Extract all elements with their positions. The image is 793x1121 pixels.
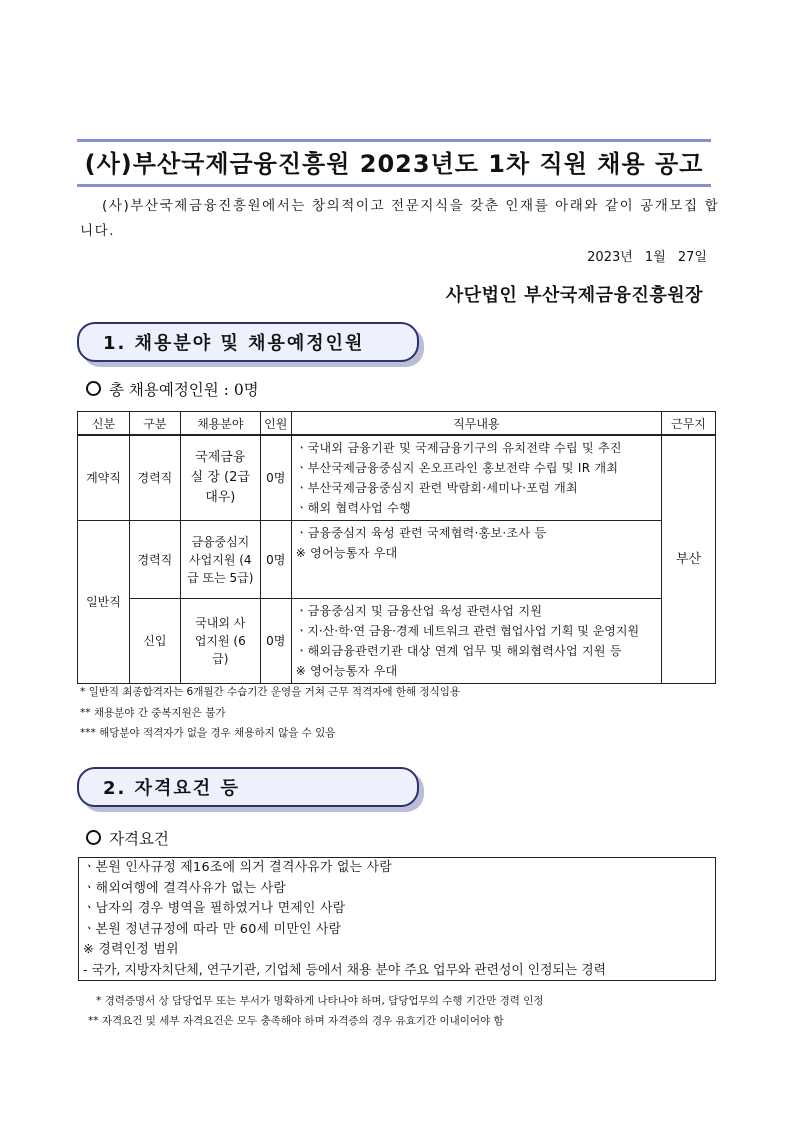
circle-bullet-icon <box>86 381 101 396</box>
duty-line: ※ 영어능통자 우대 <box>295 664 398 678</box>
section1-bullet-text: 총 채용예정인원 : 0명 <box>109 381 259 399</box>
footnote: * 경력증명서 상 담당업무 또는 부서가 명확하게 나타나야 하며, 담당업무의 수행 기간만 경력 인정 <box>96 995 544 1007</box>
intro-paragraph: (사)부산국제금융진흥원에서는 창의적이고 전문지식을 갖춘 인재를 아래와 같이 공개모집 합니다. <box>80 198 720 239</box>
section2-notes <box>88 991 544 1031</box>
field-cell: 국내외 사업지원 (6급) <box>180 599 260 684</box>
field-cell: 국제금융 실 장 (2급 대우) <box>180 435 260 521</box>
footnote: ** 자격요건 및 세부 자격요건은 모두 충족해야 하며 자격증의 경우 유효기간 이내이어야 함 <box>88 1015 504 1027</box>
footnote: *** 해당분야 적격자가 없을 경우 채용하지 않을 수 있음 <box>80 727 336 739</box>
table-header-row <box>78 412 716 436</box>
duty-line: ㆍ국내외 금융기관 및 국제금융기구의 유치전략 수립 및 추진 <box>295 441 622 455</box>
section1-heading <box>77 322 419 362</box>
duty-line: ㆍ금융중심지 및 금융산업 육성 관련사업 지원 <box>295 604 543 618</box>
status-cell: 계약직 <box>78 435 130 521</box>
type-cell: 경력직 <box>129 521 180 599</box>
type-cell: 경력직 <box>129 435 180 521</box>
table-header: 직무내용 <box>291 412 661 436</box>
table-row <box>78 435 716 521</box>
section1-heading-text: 1. 채용분야 및 채용예정인원 <box>103 333 365 354</box>
section2-bullet-text: 자격요건 <box>109 830 169 848</box>
count-cell: 0명 <box>260 521 291 599</box>
table-header: 신분 <box>78 412 130 436</box>
status-cell: 일반직 <box>78 521 130 684</box>
count-cell: 0명 <box>260 599 291 684</box>
duty-line: ※ 영어능통자 우대 <box>295 546 398 560</box>
qualification-item: ※ 경력인정 범위 <box>83 942 179 958</box>
duty-line: ㆍ부산국제금융중심지 온오프라인 홍보전략 수립 및 IR 개최 <box>295 461 619 475</box>
section1-bullet <box>86 378 259 400</box>
table-row <box>78 521 716 599</box>
section2-heading-text: 2. 자격요건 등 <box>103 778 240 799</box>
qualification-item: ㆍ해외여행에 결격사유가 없는 사람 <box>83 880 287 896</box>
location-cell: 부산 <box>662 435 716 684</box>
type-cell: 신입 <box>129 599 180 684</box>
duty-line: ㆍ금융중심지 육성 관련 국제협력·홍보·조사 등 <box>295 526 547 540</box>
circle-bullet-icon <box>86 830 101 845</box>
table-row <box>78 599 716 684</box>
table-header: 구분 <box>129 412 180 436</box>
count-cell: 0명 <box>260 435 291 521</box>
page-title: (사)부산국제금융진흥원 2023년도 1차 직원 채용 공고 <box>84 150 704 178</box>
announcement-date: 2023년 1월 27일 <box>587 250 707 265</box>
qualification-item: ㆍ남자의 경우 병역을 필하였거나 면제인 사람 <box>83 901 346 917</box>
duty-cell <box>291 435 661 521</box>
duty-line: ㆍ부산국제금융중심지 관련 박람회·세미나·포럼 개최 <box>295 481 578 495</box>
table-header: 채용분야 <box>180 412 260 436</box>
footnote: ** 채용분야 간 중복지원은 불가 <box>80 706 226 719</box>
recruitment-table <box>77 411 716 684</box>
qualification-box <box>78 857 716 981</box>
field-cell: 금융중심지 사업지원 (4급 또는 5급) <box>180 521 260 599</box>
duty-line: ㆍ해외 협력사업 수행 <box>295 501 411 515</box>
duty-cell <box>291 599 661 684</box>
section2-heading <box>77 767 419 807</box>
section1-notes <box>80 682 460 744</box>
section2-bullet <box>86 827 169 849</box>
issuing-organization: 사단법인 부산국제금융진흥원장 <box>445 285 703 306</box>
title-top-rule <box>77 139 711 142</box>
table-header: 인원 <box>260 412 291 436</box>
duty-line: ㆍ해외금융관련기관 대상 연계 업무 및 해외협력사업 지원 등 <box>295 644 622 658</box>
duty-cell <box>291 521 661 599</box>
duty-line: ㆍ지·산·학·연 금융·경제 네트워크 관련 협업사업 기획 및 운영지원 <box>295 624 640 638</box>
qualification-item: - 국가, 지방자치단체, 연구기관, 기업체 등에서 채용 분야 주요 업무와 관련성이 인정되는 경력 <box>83 962 607 978</box>
title-bottom-rule <box>77 184 711 187</box>
qualification-item: ㆍ본원 정년규정에 따라 만 60세 미만인 사람 <box>83 921 342 937</box>
qualification-item: ㆍ본원 인사규정 제16조에 의거 결격사유가 없는 사람 <box>83 860 392 875</box>
footnote: * 일반직 최종합격자는 6개월간 수습기간 운영을 거쳐 근무 적격자에 한해 정식임용 <box>80 686 461 698</box>
table-header: 근무지 <box>662 412 716 436</box>
